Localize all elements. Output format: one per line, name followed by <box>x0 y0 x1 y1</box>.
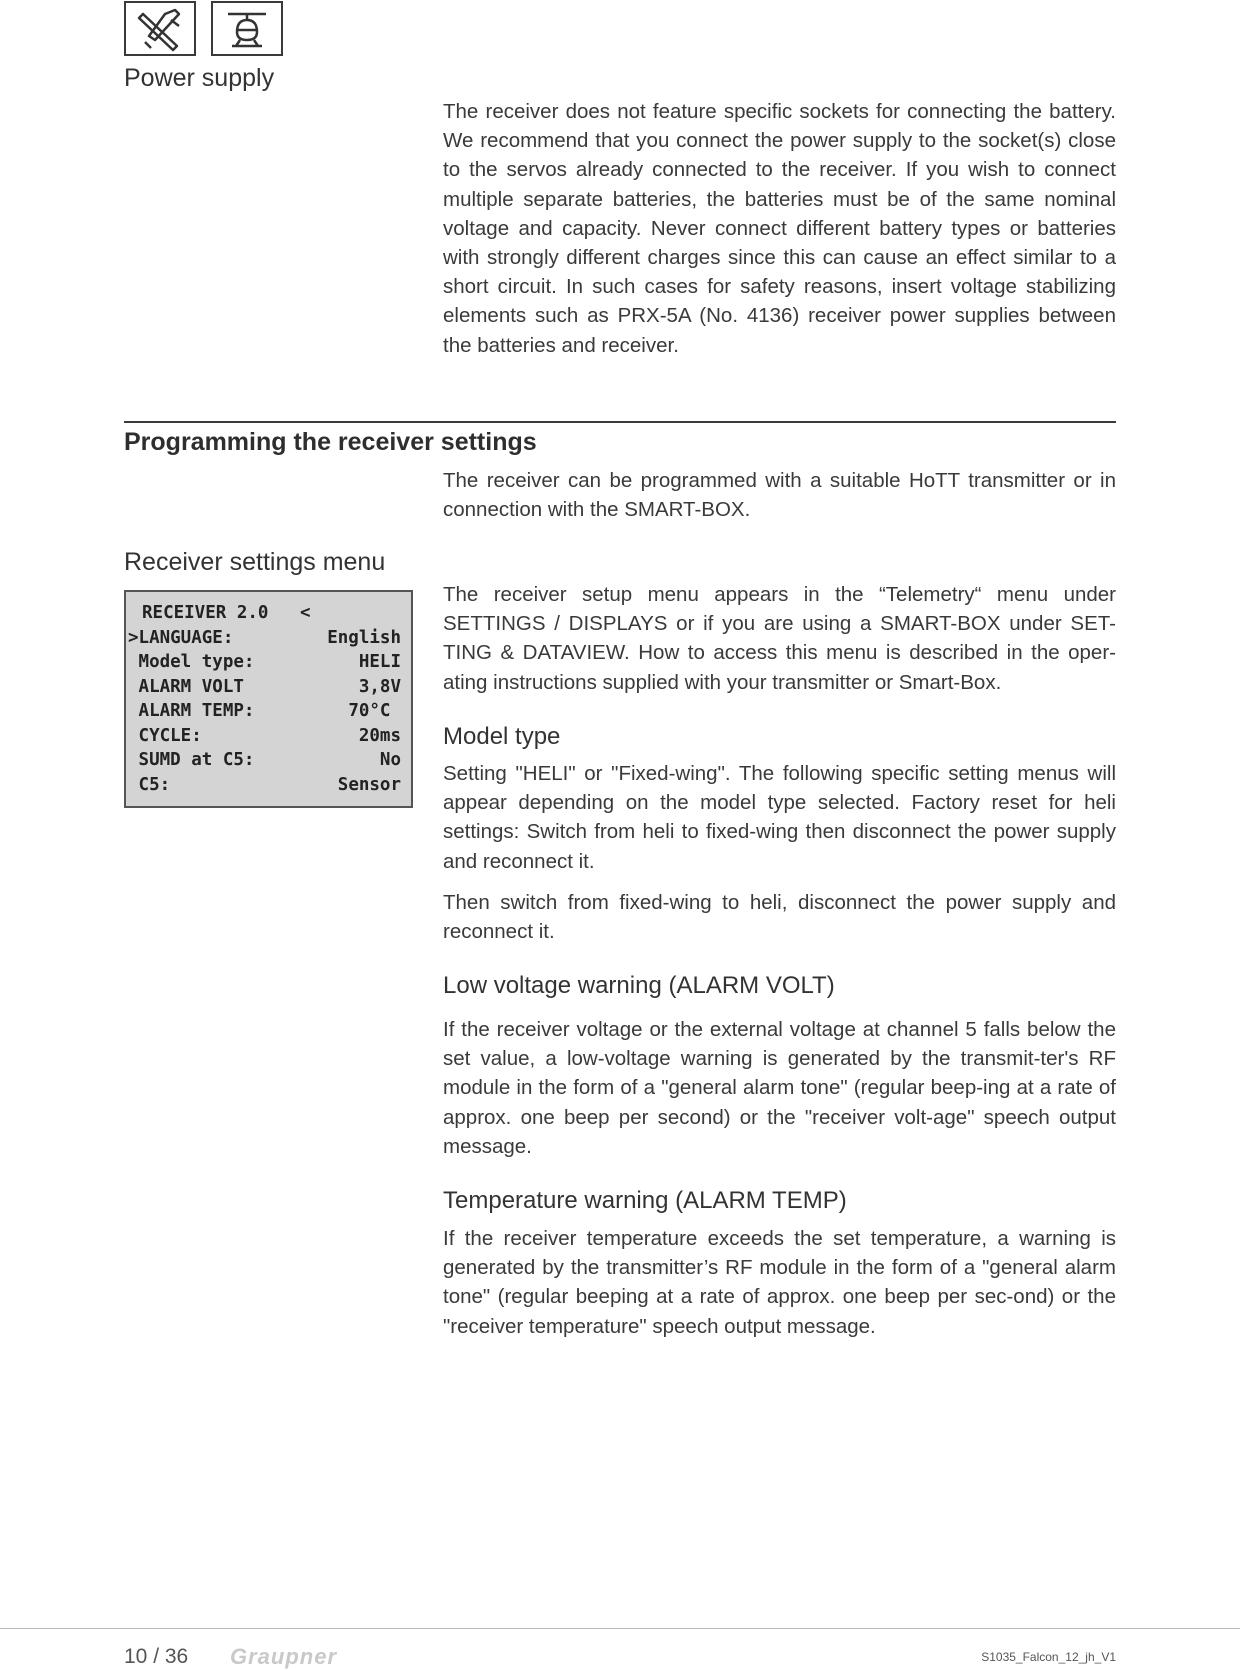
model-type-heading: Model type <box>443 723 561 750</box>
lcd-label: Model type: <box>128 652 255 672</box>
lcd-label: CYCLE: <box>128 725 202 746</box>
lcd-value: 70°C <box>348 701 401 721</box>
programming-heading: Programming the receiver settings <box>124 428 537 456</box>
lcd-value: HELI <box>358 652 401 672</box>
lcd-label: C5: <box>128 774 171 795</box>
lcd-row-language <box>126 626 411 651</box>
lcd-value: No <box>379 750 401 770</box>
lcd-value: Sensor <box>337 774 401 795</box>
lcd-row-cycle <box>126 724 411 749</box>
lcd-row-model-type <box>126 650 411 675</box>
brand-logo: Graupner <box>230 1644 338 1669</box>
model-type-text: Setting "HELI" or "Fixed-wing". The following specific setting menus will appear depending on the model type selected. Factory reset for heli settings: Switch from heli to fixed-wing then disconnect the power supply and reconnect it. <box>443 762 1116 873</box>
lcd-value: 20ms <box>358 725 401 746</box>
lcd-row-alarm-volt <box>126 675 411 700</box>
lcd-label: >LANGUAGE: <box>128 627 234 648</box>
low-voltage-heading: Low voltage warning (ALARM VOLT) <box>443 972 835 999</box>
settings-menu-text: The receiver setup menu appears in the “Telemetry“ menu under SETTINGS / DISPLAYS or if you are using a SMART-BOX under SET-TING & DATAVIEW. How to access this menu is described in the oper-ating instructions supplied with your transmitter or Smart-Box. <box>443 583 1116 694</box>
lcd-value: English <box>327 627 401 648</box>
lcd-title: RECEIVER 2.0 < <box>142 603 311 623</box>
lcd-value: 3,8V <box>358 676 401 697</box>
lcd-row-sumd <box>126 748 411 773</box>
helicopter-icon <box>211 1 283 56</box>
footer-divider <box>0 1628 1240 1629</box>
settings-menu-heading: Receiver settings menu <box>124 548 386 576</box>
lcd-label: ALARM TEMP: <box>128 701 255 721</box>
page-number: 10 / 36 <box>124 1645 189 1668</box>
temperature-text: If the receiver temperature exceeds the set temperature, a warning is generated by the transmitter’s RF module in the form of a "general alarm tone" (regular beeping at a rate of approx. one beep per sec-ond) or the "receiver temperature" speech output message. <box>443 1227 1116 1338</box>
receiver-lcd-display <box>124 590 413 808</box>
lcd-label: SUMD at C5: <box>128 750 255 770</box>
lcd-label: ALARM VOLT <box>128 676 244 697</box>
power-supply-heading: Power supply <box>124 64 275 92</box>
power-supply-text: The receiver does not feature specific sockets for connecting the battery. We recommend that you connect the power supply to the socket(s) close to the servos already connected to the receiver. If you wish to connect multiple separate batteries, the batteries must be of the same nominal voltage and capacity. Never connect different battery types or batteries with strongly different charges since this can cause an effect similar to a short circuit. In such cases for safety reasons, insert voltage stabilizing elements such as PRX-5A (No. 4136) receiver power supplies between the batteries and receiver. <box>443 100 1116 357</box>
lcd-row-c5 <box>126 773 411 798</box>
document-id: S1035_Falcon_12_jh_V1 <box>981 1650 1116 1664</box>
lcd-row-alarm-temp <box>126 699 411 724</box>
airplane-icon <box>124 1 196 56</box>
model-type-text-2: Then switch from fixed-wing to heli, disconnect the power supply and reconnect it. <box>443 891 1116 944</box>
low-voltage-text: If the receiver voltage or the external voltage at channel 5 falls below the set value, a low-voltage warning is generated by the transmit-ter's RF module in the form of a "general alarm tone" (regular beep-ing at a rate of approx. one beep per second) or the "receiver volt-age" speech output message. <box>443 1018 1116 1158</box>
section-divider <box>124 421 1116 423</box>
programming-text: The receiver can be programmed with a suitable HoTT transmitter or in connection with the SMART-BOX. <box>443 469 1116 522</box>
temperature-heading: Temperature warning (ALARM TEMP) <box>443 1187 847 1214</box>
